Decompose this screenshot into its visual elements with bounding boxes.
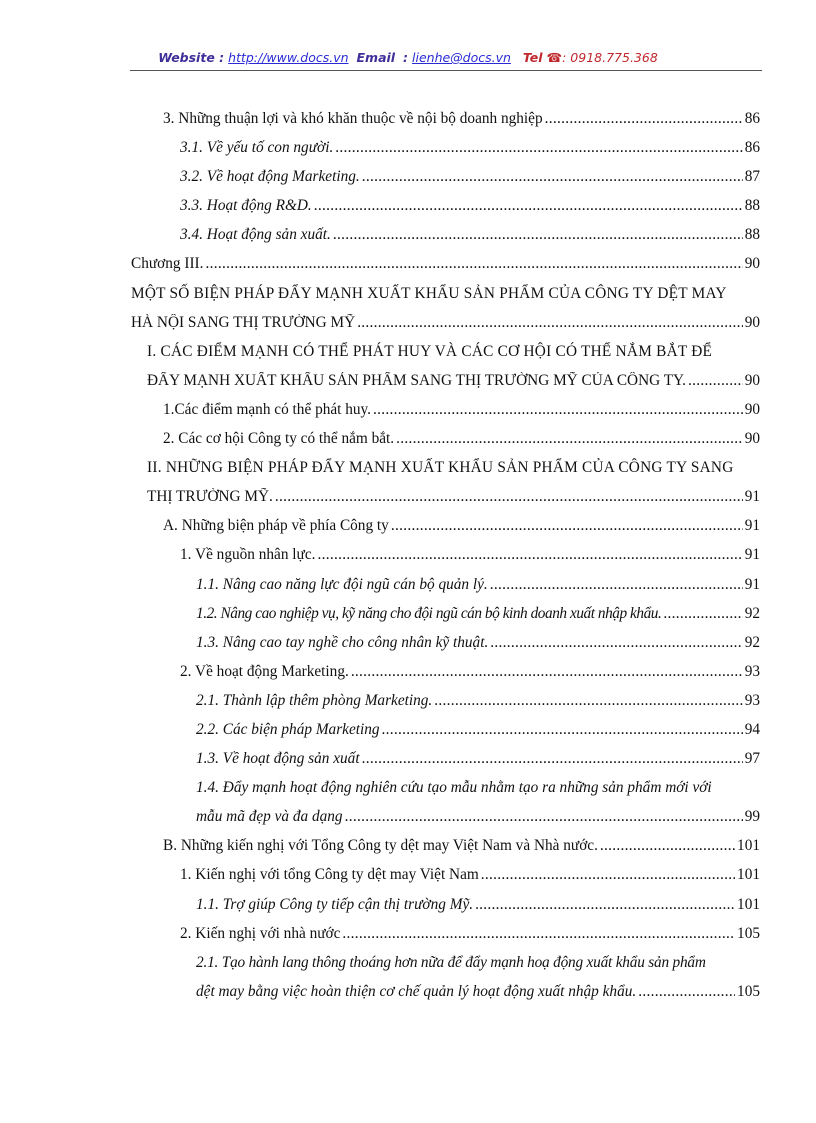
toc-entry[interactable] (0, 136, 816, 165)
toc-leader (205, 255, 742, 273)
toc-entry-title: 1.Các điểm mạnh có thể phát huy. (163, 400, 372, 418)
toc-entry[interactable] (0, 514, 816, 543)
toc-leader (391, 517, 743, 535)
toc-entry-title: HÀ NỘI SANG THỊ TRƯỜNG MỸ (131, 313, 356, 331)
toc-leader (373, 401, 743, 419)
toc-entry-title: 1. Kiến nghị với tổng Công ty dệt may Việt Nam (180, 866, 479, 884)
toc-entry-page: 99 (744, 808, 760, 826)
toc-entry[interactable] (0, 369, 816, 398)
toc-entry[interactable] (0, 776, 816, 805)
toc-entry-title: 3.4. Hoạt động sản xuất. (180, 226, 331, 244)
toc-entry[interactable] (0, 398, 816, 427)
toc-leader (434, 692, 742, 710)
toc-entry-title: 3.1. Về yếu tố con người. (180, 139, 334, 157)
toc-entry-page: 97 (744, 750, 760, 768)
toc-leader (396, 430, 743, 448)
toc-entry[interactable] (0, 573, 816, 602)
toc-entry[interactable] (0, 980, 816, 1009)
toc-entry-page: 92 (744, 633, 760, 651)
toc-entry[interactable] (0, 223, 816, 252)
toc-entry[interactable] (0, 660, 816, 689)
toc-entry[interactable] (0, 427, 816, 456)
phone-icon: ☎ (546, 50, 563, 65)
toc-entry-page: 105 (737, 982, 760, 1000)
toc-entry-title: 1.3. Về hoạt động sản xuất (196, 750, 360, 768)
toc-leader (490, 634, 742, 652)
toc-entry-title: 3.2. Về hoạt động Marketing. (180, 168, 360, 186)
toc-entry[interactable] (0, 834, 816, 863)
toc-leader (275, 488, 743, 506)
toc-leader (345, 808, 743, 826)
website-label: Website : (158, 50, 225, 65)
toc-entry-title: THỊ TRƯỜNG MỸ. (147, 488, 273, 506)
toc-leader (362, 750, 743, 768)
email-label: Email (356, 50, 396, 65)
toc-leader (545, 110, 743, 128)
toc-leader (314, 197, 743, 215)
toc-entry-title: 2. Kiến nghị với nhà nước (180, 924, 341, 942)
header-divider (130, 70, 762, 71)
toc-entry[interactable] (0, 718, 816, 747)
toc-entry-page: 90 (744, 255, 760, 273)
toc-entry[interactable] (0, 631, 816, 660)
toc-entry[interactable] (0, 456, 816, 485)
toc-entry-title: 1.4. Đẩy mạnh hoạt động nghiên cứu tạo mẫu nhằm tạo ra những sản phẩm mới với (196, 779, 712, 797)
toc-entry[interactable] (0, 543, 816, 572)
toc-entry-title: II. NHỮNG BIỆN PHÁP ĐẨY MẠNH XUẤT KHẨU SẢN PHẨM CỦA CÔNG TY SANG (147, 459, 734, 477)
toc-leader (600, 837, 735, 855)
toc-entry[interactable] (0, 893, 816, 922)
toc-entry[interactable] (0, 805, 816, 834)
toc-leader (688, 372, 743, 390)
website-link[interactable]: http://www.docs.vn (228, 50, 349, 65)
toc-entry-page: 90 (744, 313, 760, 331)
toc-leader (663, 605, 742, 623)
toc-entry-page: 86 (744, 139, 760, 157)
toc-entry-title: 2.1. Tạo hành lang thông thoáng hơn nữa để đẩy mạnh hoạ động xuất khẩu sản phẩm (196, 953, 706, 971)
toc-leader (317, 546, 742, 564)
toc-entry-title: 1. Về nguồn nhân lực. (180, 546, 316, 564)
toc-leader (342, 925, 735, 943)
toc-entry[interactable] (0, 282, 816, 311)
toc-leader (335, 139, 742, 157)
email-separator: : (403, 50, 409, 65)
toc-entry-page: 101 (737, 895, 760, 913)
tel-label: Tel (522, 50, 543, 65)
toc-entry-title: Chương III. (131, 255, 204, 273)
toc-entry-title: 1.1. Nâng cao năng lực đội ngũ cán bộ quản lý. (196, 575, 488, 593)
toc-entry[interactable] (0, 747, 816, 776)
toc-entry[interactable] (0, 951, 816, 980)
toc-entry-title: 2.1. Thành lập thêm phòng Marketing. (196, 691, 433, 709)
toc-entry[interactable] (0, 340, 816, 369)
tel-value: : 0918.775.368 (562, 50, 658, 65)
toc-leader (490, 576, 743, 594)
toc-entry-page: 105 (737, 924, 760, 942)
toc-entry-title: MỘT SỐ BIỆN PHÁP ĐẨY MẠNH XUẤT KHẨU SẢN PHẨM CỦA CÔNG TY DỆT MAY (131, 284, 727, 302)
toc-entry-page: 101 (737, 866, 760, 884)
toc-entry-page: 92 (744, 604, 760, 622)
toc-entry-title: 1.3. Nâng cao tay nghề cho công nhân kỹ thuật. (196, 633, 489, 651)
toc-entry-title: 2. Về hoạt động Marketing. (180, 662, 349, 680)
toc-entry-title: B. Những kiến nghị với Tổng Công ty dệt may Việt Nam và Nhà nước. (163, 837, 598, 855)
toc-entry-page: 90 (744, 371, 760, 389)
toc-entry[interactable] (0, 689, 816, 718)
toc-entry-title: 3.3. Hoạt động R&D. (180, 197, 312, 215)
toc-entry-page: 90 (744, 400, 760, 418)
toc-entry-page: 88 (744, 197, 760, 215)
toc-entry-page: 87 (744, 168, 760, 186)
toc-entry[interactable] (0, 107, 816, 136)
toc-leader (333, 226, 743, 244)
toc-entry-title: 1.1. Trợ giúp Công ty tiếp cận thị trường Mỹ. (196, 895, 474, 913)
toc-entry-title: A. Những biện pháp về phía Công ty (163, 517, 389, 535)
toc-leader (382, 721, 743, 739)
toc-leader (351, 663, 743, 681)
toc-leader (362, 168, 743, 186)
toc-entry[interactable] (0, 252, 816, 281)
toc-leader (638, 983, 735, 1001)
toc-entry-title: I. CÁC ĐIỂM MẠNH CÓ THỂ PHÁT HUY VÀ CÁC CƠ HỘI CÓ THỂ NẮM BẮT ĐỂ (147, 342, 713, 360)
page-header (0, 50, 816, 65)
toc-entry-title: dệt may bằng việc hoàn thiện cơ chế quản lý hoạt động xuất nhập khẩu. (196, 982, 637, 1000)
toc-entry[interactable] (0, 863, 816, 892)
toc-entry[interactable] (0, 922, 816, 951)
toc-entry[interactable] (0, 311, 816, 340)
table-of-contents (0, 107, 816, 1009)
toc-entry-page: 93 (744, 662, 760, 680)
toc-entry[interactable] (0, 485, 816, 514)
toc-entry-title: ĐẨY MẠNH XUẤT KHẨU SẢN PHẨM SANG THỊ TRƯỜNG MỸ CỦA CÔNG TY. (147, 371, 686, 389)
toc-entry-title: 2. Các cơ hội Công ty có thể nắm bắt. (163, 430, 395, 448)
toc-entry-title: 2.2. Các biện pháp Marketing (196, 720, 380, 738)
toc-entry-page: 88 (744, 226, 760, 244)
toc-entry-page: 91 (744, 575, 760, 593)
toc-leader (475, 896, 735, 914)
toc-entry-page: 93 (744, 691, 760, 709)
toc-entry-page: 91 (744, 546, 760, 564)
toc-entry[interactable] (0, 602, 816, 631)
toc-entry-page: 94 (744, 720, 760, 738)
toc-entry-page: 101 (737, 837, 760, 855)
toc-entry-title: 1.2. Nâng cao nghiệp vụ, kỹ năng cho đội ngũ cán bộ kinh doanh xuất nhập khẩu. (196, 604, 662, 622)
toc-entry[interactable] (0, 165, 816, 194)
toc-entry[interactable] (0, 194, 816, 223)
toc-entry-title: 3. Những thuận lợi và khó khăn thuộc về nội bộ doanh nghiệp (163, 110, 543, 127)
toc-entry-page: 90 (744, 430, 760, 448)
toc-entry-page: 91 (744, 488, 760, 506)
toc-entry-page: 91 (744, 517, 760, 535)
email-link[interactable]: lienhe@docs.vn (412, 50, 511, 65)
toc-leader (357, 314, 743, 332)
toc-leader (481, 866, 735, 884)
toc-entry-page: 86 (744, 110, 760, 127)
toc-entry-title: mẫu mã đẹp và đa dạng (196, 808, 343, 826)
